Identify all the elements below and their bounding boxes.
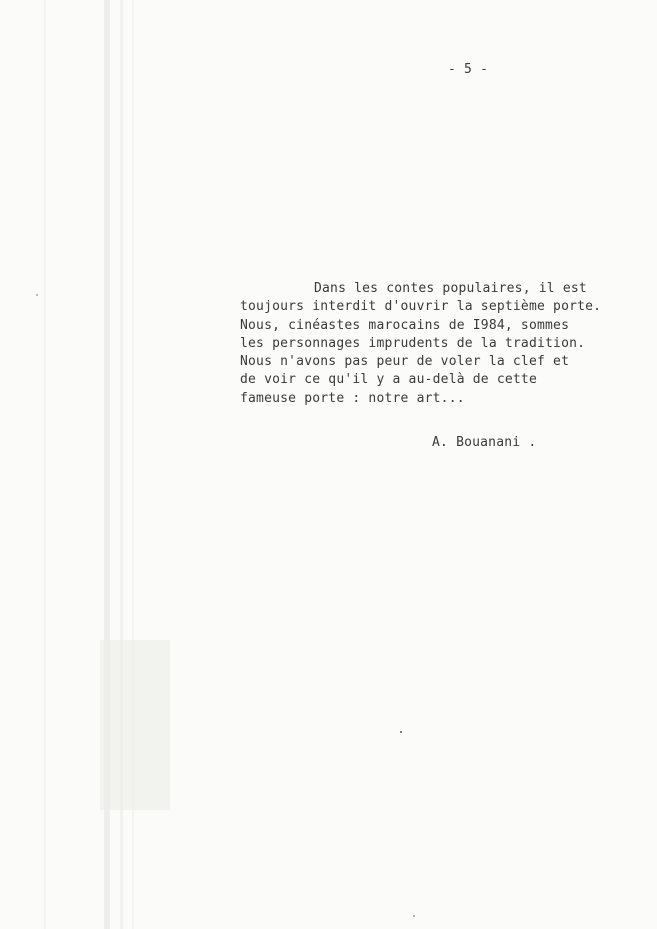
quote-line: fameuse porte : notre art... — [240, 390, 465, 406]
ink-speck — [413, 915, 415, 917]
scan-blotch — [100, 640, 170, 810]
signature: A. Bouanani . — [432, 435, 537, 450]
ink-speck — [400, 731, 402, 733]
quote-line: Nous, cinéastes marocains de I984, sommes — [240, 317, 570, 333]
quote-line: les personnages imprudents de la tradition. — [240, 335, 586, 351]
quote-paragraph — [240, 280, 640, 408]
quote-line: de voir ce qu'il y a au-delà de cette — [240, 372, 537, 388]
ink-speck — [36, 294, 38, 296]
scan-streak — [44, 0, 46, 929]
page-number: - 5 - — [448, 62, 489, 77]
quote-line: Nous n'avons pas peur de voler la clef et — [240, 354, 570, 370]
quote-line: Dans les contes populaires, il est — [314, 281, 587, 296]
quote-line: toujours interdit d'ouvrir la septième porte. — [240, 299, 602, 315]
